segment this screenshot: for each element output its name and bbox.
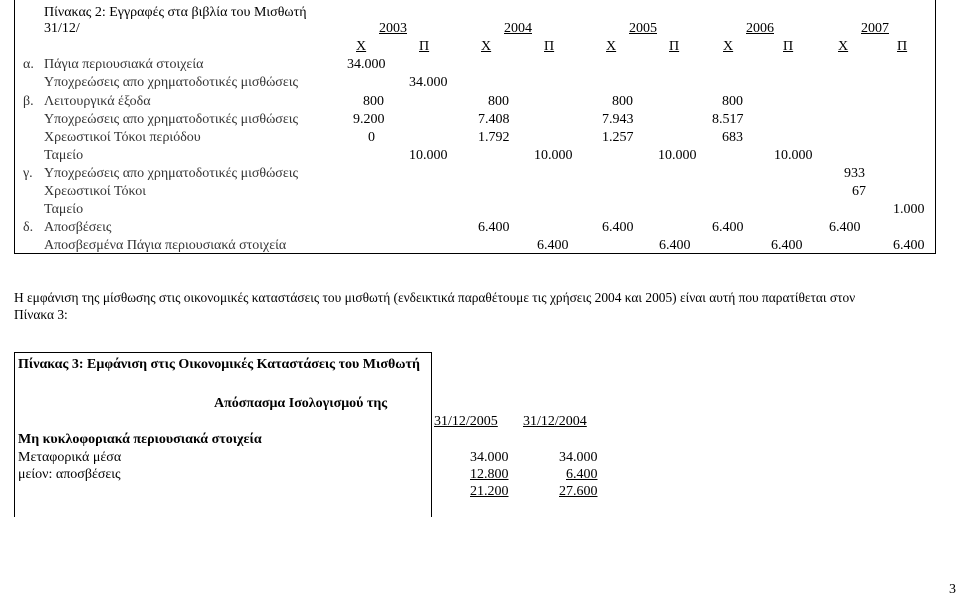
col-p-2004: Π (544, 39, 555, 54)
cell-value: 6.400 (659, 238, 691, 253)
cell-value: 0 (368, 130, 375, 145)
col-p-2007: Π (897, 39, 908, 54)
table-2-date-label: 31/12/ (44, 21, 80, 36)
row-prefix-c: γ. (23, 166, 33, 181)
cell-value: 34.000 (409, 75, 448, 90)
cell-value: 9.200 (353, 112, 385, 127)
cell-value: 67 (852, 184, 866, 199)
col-x-2003: Χ (356, 39, 367, 54)
row-prefix-b: β. (23, 94, 34, 109)
page-number: 3 (949, 582, 956, 597)
date-col-2: 31/12/2004 (523, 414, 587, 429)
table-3-value: 34.000 (559, 450, 598, 465)
cell-value: 800 (363, 94, 384, 109)
row-label: Λειτουργικά έξοδα (44, 94, 151, 109)
cell-value: 6.400 (537, 238, 569, 253)
table-2-title: Πίνακας 2: Εγγραφές στα βιβλία του Μισθωτή (44, 5, 307, 20)
col-x-2007: Χ (838, 39, 849, 54)
cell-value: 800 (612, 94, 633, 109)
col-p-2003: Π (419, 39, 430, 54)
paragraph-line-2: Πίνακα 3: (14, 307, 68, 322)
cell-value: 6.400 (712, 220, 744, 235)
row-prefix-a: α. (23, 57, 34, 72)
col-p-2006: Π (783, 39, 794, 54)
row-prefix-d: δ. (23, 220, 34, 235)
table-3-row-label: Μεταφορικά μέσα (18, 450, 122, 465)
cell-value: 6.400 (478, 220, 510, 235)
year-2003: 2003 (379, 21, 407, 36)
table-3-value: 6.400 (566, 467, 598, 482)
table-3-row-label: μείον: αποσβέσεις (18, 467, 121, 482)
row-label: Αποσβεσμένα Πάγια περιουσιακά στοιχεία (44, 238, 287, 253)
cell-value: 6.400 (602, 220, 634, 235)
row-label: Υποχρεώσεις απο χρηματοδοτικές μισθώσεις (44, 166, 299, 181)
cell-value: 10.000 (409, 148, 448, 163)
cell-value: 1.000 (893, 202, 925, 217)
year-2007: 2007 (861, 21, 889, 36)
row-label: Πάγια περιουσιακά στοιχεία (44, 57, 204, 72)
cell-value: 1.792 (478, 130, 510, 145)
cell-value: 800 (722, 94, 743, 109)
row-label: Ταμείο (44, 148, 84, 163)
col-x-2004: Χ (481, 39, 492, 54)
cell-value: 6.400 (829, 220, 861, 235)
row-label: Υποχρεώσεις απο χρηματοδοτικές μισθώσεις (44, 112, 299, 127)
cell-value: 800 (488, 94, 509, 109)
col-x-2006: Χ (723, 39, 734, 54)
table-3-value: 12.800 (470, 467, 509, 482)
table-3-value: 34.000 (470, 450, 509, 465)
col-p-2005: Π (669, 39, 680, 54)
row-label: Χρεωστικοί Τόκοι (44, 184, 146, 199)
year-2005: 2005 (629, 21, 657, 36)
cell-value: 6.400 (893, 238, 925, 253)
table-3-total: 27.600 (559, 484, 598, 499)
cell-value: 7.408 (478, 112, 510, 127)
year-2006: 2006 (746, 21, 774, 36)
cell-value: 10.000 (534, 148, 573, 163)
row-label: Χρεωστικοί Τόκοι περιόδου (44, 130, 201, 145)
date-col-1: 31/12/2005 (434, 414, 498, 429)
cell-value: 683 (722, 130, 743, 145)
cell-value: 8.517 (712, 112, 744, 127)
row-label: Υποχρεώσεις απο χρηματοδοτικές μισθώσεις (44, 75, 299, 90)
paragraph-line-1: Η εμφάνιση της μίσθωσης στις οικονομικές καταστάσεις του μισθωτή (ενδεικτικά παραθέτουμε τις χρήσεις 2004 και 2005) είναι αυτή που παρατίθεται στον (14, 290, 856, 305)
table-3-subtitle: Απόσπασμα Ισολογισμού της (214, 396, 388, 411)
cell-value: 7.943 (602, 112, 634, 127)
section-heading: Μη κυκλοφοριακά περιουσιακά στοιχεία (18, 432, 262, 447)
table-3-title: Πίνακας 3: Εμφάνιση στις Οικονομικές Καταστάσεις του Μισθωτή (18, 357, 420, 372)
cell-value: 1.257 (602, 130, 634, 145)
table-3-total: 21.200 (470, 484, 509, 499)
cell-value: 933 (844, 166, 865, 181)
col-x-2005: Χ (606, 39, 617, 54)
cell-value: 34.000 (347, 57, 386, 72)
row-label: Αποσβέσεις (44, 220, 112, 235)
cell-value: 6.400 (771, 238, 803, 253)
cell-value: 10.000 (658, 148, 697, 163)
cell-value: 10.000 (774, 148, 813, 163)
row-label: Ταμείο (44, 202, 84, 217)
year-2004: 2004 (504, 21, 532, 36)
